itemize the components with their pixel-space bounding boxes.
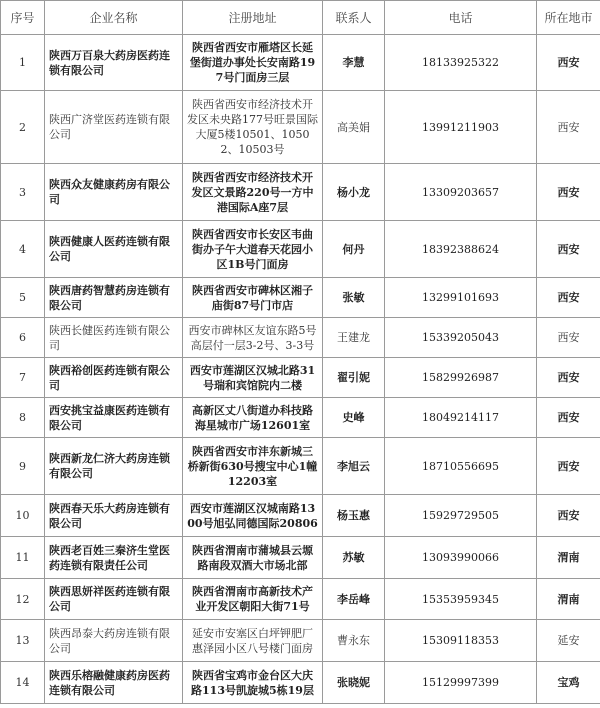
cell-city: 西安 (537, 278, 600, 318)
cell-no: 12 (1, 579, 45, 620)
cell-city: 宝鸡 (537, 662, 600, 704)
table-row (1, 221, 600, 278)
table-row (1, 438, 600, 495)
cell-contact: 张晓妮 (323, 662, 385, 704)
table-row (1, 278, 600, 318)
cell-city: 西安 (537, 318, 600, 358)
header-city: 所在地市 (537, 1, 600, 35)
header-row (1, 1, 600, 35)
table-row (1, 358, 600, 398)
cell-address: 陕西省渭南市蒲城县云塬路南段双酒大市场北部 (183, 537, 323, 579)
cell-city: 西安 (537, 358, 600, 398)
header-address: 注册地址 (183, 1, 323, 35)
header-name: 企业名称 (45, 1, 183, 35)
cell-contact: 张敏 (323, 278, 385, 318)
cell-address: 西安市碑林区友谊东路5号高层付一层3-2号、3-3号 (183, 318, 323, 358)
cell-phone: 18133925322 (385, 35, 537, 91)
cell-name: 陕西裕创医药连锁有限公司 (45, 358, 183, 398)
cell-name: 陕西乐榕融健康药房医药连锁有限公司 (45, 662, 183, 704)
cell-city: 西安 (537, 398, 600, 438)
cell-city: 渭南 (537, 579, 600, 620)
cell-phone: 13309203657 (385, 164, 537, 221)
cell-name: 陕西众友健康药房有限公司 (45, 164, 183, 221)
cell-phone: 15129997399 (385, 662, 537, 704)
cell-no: 4 (1, 221, 45, 278)
cell-no: 1 (1, 35, 45, 91)
cell-contact: 李旭云 (323, 438, 385, 495)
cell-address: 陕西省西安市经济技术开发区未央路177号旺景国际大厦5楼10501、10502、10503号 (183, 91, 323, 164)
cell-address: 陕西省西安市长安区韦曲街办子午大道春天花园小区1B号门面房 (183, 221, 323, 278)
table-row (1, 537, 600, 579)
cell-address: 陕西省西安市雁塔区长延堡街道办事处长安南路197号门面房三层 (183, 35, 323, 91)
cell-city: 西安 (537, 438, 600, 495)
cell-name: 陕西昂泰大药房连锁有限公司 (45, 620, 183, 662)
cell-phone: 13093990066 (385, 537, 537, 579)
cell-contact: 高美娟 (323, 91, 385, 164)
cell-contact: 杨小龙 (323, 164, 385, 221)
cell-name: 陕西新龙仁济大药房连锁有限公司 (45, 438, 183, 495)
cell-contact: 李岳峰 (323, 579, 385, 620)
cell-no: 3 (1, 164, 45, 221)
cell-contact: 翟引妮 (323, 358, 385, 398)
cell-no: 5 (1, 278, 45, 318)
cell-phone: 15309118353 (385, 620, 537, 662)
cell-contact: 杨玉惠 (323, 495, 385, 537)
cell-phone: 13299101693 (385, 278, 537, 318)
cell-name: 陕西唐药智慧药房连锁有限公司 (45, 278, 183, 318)
cell-phone: 18392388624 (385, 221, 537, 278)
cell-city: 西安 (537, 164, 600, 221)
cell-contact: 曹永东 (323, 620, 385, 662)
cell-address: 西安市莲湖区汉城南路1300号旭弘同德国际20806 (183, 495, 323, 537)
cell-city: 延安 (537, 620, 600, 662)
cell-contact: 史峰 (323, 398, 385, 438)
cell-no: 6 (1, 318, 45, 358)
cell-phone: 15353959345 (385, 579, 537, 620)
cell-address: 延安市安塞区白坪钾肥厂惠泽园小区八号楼门面房 (183, 620, 323, 662)
cell-phone: 13991211903 (385, 91, 537, 164)
cell-address: 陕西省渭南市高新技术产业开发区朝阳大街71号 (183, 579, 323, 620)
table-row (1, 164, 600, 221)
cell-phone: 15829926987 (385, 358, 537, 398)
cell-city: 西安 (537, 495, 600, 537)
cell-address: 陕西省西安市沣东新城三桥新街630号搜宝中心1幢12203室 (183, 438, 323, 495)
cell-phone: 18049214117 (385, 398, 537, 438)
cell-phone: 15929729505 (385, 495, 537, 537)
cell-city: 渭南 (537, 537, 600, 579)
cell-name: 陕西长健医药连锁有限公司 (45, 318, 183, 358)
cell-name: 陕西万百泉大药房医药连锁有限公司 (45, 35, 183, 91)
cell-address: 高新区丈八街道办科技路海星城市广场12601室 (183, 398, 323, 438)
table-row (1, 620, 600, 662)
header-no: 序号 (1, 1, 45, 35)
cell-address: 陕西省宝鸡市金台区大庆路113号凯旋城5栋19层 (183, 662, 323, 704)
cell-contact: 李慧 (323, 35, 385, 91)
cell-contact: 王建龙 (323, 318, 385, 358)
cell-contact: 何丹 (323, 221, 385, 278)
header-phone: 电话 (385, 1, 537, 35)
cell-name: 陕西健康人医药连锁有限公司 (45, 221, 183, 278)
cell-name: 西安挑宝益康医药连锁有限公司 (45, 398, 183, 438)
table-row (1, 398, 600, 438)
cell-no: 9 (1, 438, 45, 495)
cell-no: 13 (1, 620, 45, 662)
table-row (1, 91, 600, 164)
cell-name: 陕西春天乐大药房连锁有限公司 (45, 495, 183, 537)
table-body (1, 35, 600, 704)
header-contact: 联系人 (323, 1, 385, 35)
table-header (1, 1, 600, 35)
cell-no: 10 (1, 495, 45, 537)
table-row (1, 495, 600, 537)
cell-name: 陕西思妍祥医药连锁有限公司 (45, 579, 183, 620)
cell-address: 西安市莲湖区汉城北路31号瑞和宾馆院内二楼 (183, 358, 323, 398)
cell-city: 西安 (537, 91, 600, 164)
cell-no: 2 (1, 91, 45, 164)
cell-no: 8 (1, 398, 45, 438)
table-row (1, 579, 600, 620)
cell-address: 陕西省西安市碑林区湘子庙街87号门市店 (183, 278, 323, 318)
cell-address: 陕西省西安市经济技术开发区文景路220号一方中港国际A座7层 (183, 164, 323, 221)
table-row (1, 35, 600, 91)
cell-city: 西安 (537, 221, 600, 278)
cell-name: 陕西老百姓三秦济生堂医药连锁有限责任公司 (45, 537, 183, 579)
cell-no: 14 (1, 662, 45, 704)
cell-phone: 15339205043 (385, 318, 537, 358)
table-row (1, 662, 600, 704)
cell-contact: 苏敏 (323, 537, 385, 579)
cell-name: 陕西广济堂医药连锁有限公司 (45, 91, 183, 164)
table-row (1, 318, 600, 358)
cell-phone: 18710556695 (385, 438, 537, 495)
cell-no: 11 (1, 537, 45, 579)
cell-city: 西安 (537, 35, 600, 91)
cell-no: 7 (1, 358, 45, 398)
